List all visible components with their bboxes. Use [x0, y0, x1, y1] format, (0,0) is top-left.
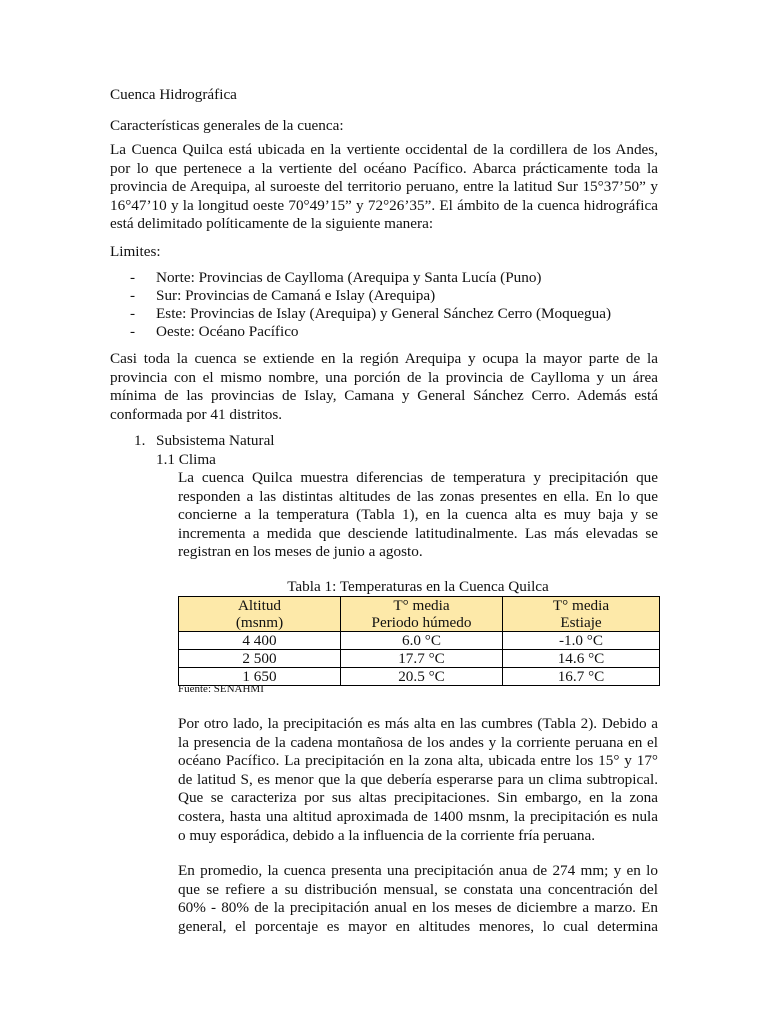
text-line: mínima de las provincias de Islay, Camana y General Sánchez Cerro. Además está: [110, 387, 658, 405]
dash-bullet: -: [130, 305, 136, 322]
text-line: por lo que pertenece a la vertiente del océano Pacífico. Abarca prácticamente toda la: [110, 159, 658, 177]
section-title: Subsistema Natural: [156, 432, 275, 449]
table-cell: -1.0 °C: [503, 632, 660, 650]
table-source: Fuente: SENAHMI: [178, 683, 264, 695]
text-line: provincia de Arequipa, al suroeste del territorio peruano, entre la latitud Sur 15°37’50” y: [110, 178, 658, 196]
extent-paragraph: [110, 350, 658, 424]
text-line: 60% - 80% de la precipitación anual en los meses de diciembre a marzo. En: [178, 899, 658, 917]
header-cell-humid-period: T° media Periodo húmedo: [341, 597, 503, 632]
precipitation-paragraph: [178, 715, 658, 845]
subsection-heading: 1.1 Clima: [156, 451, 216, 468]
text-line: incrementa a medida que desciende latitudinalmente. Las más elevadas se: [178, 524, 658, 542]
text-line: La cuenca Quilca muestra diferencias de temperatura y precipitación que: [178, 469, 658, 486]
text-line: la presencia de la cadena montañosa de los andes y la corriente peruana en el: [178, 733, 658, 751]
section-subheading: Características generales de la cuenca:: [110, 117, 344, 134]
section-heading: [134, 432, 275, 451]
text-line: Que se caracteriza por sus altas precipitaciones. Sin embargo, en la zona: [178, 789, 658, 807]
header-cell-altitude: Altitud (msnm): [179, 597, 341, 632]
dash-bullet: -: [130, 287, 136, 304]
table-cell: 16.7 °C: [503, 668, 660, 686]
text-line: Casi toda la cuenca se extiende en la región Arequipa y ocupa la mayor parte de la: [110, 350, 658, 367]
table-cell: 2 500: [179, 650, 341, 668]
text-line: de latitud S, es menor que la que debería esperarse para un clima subtropical.: [178, 770, 658, 788]
temperature-table: [178, 596, 660, 686]
table-cell: 4 400: [179, 632, 341, 650]
clima-paragraph: [178, 469, 658, 562]
table-cell: 6.0 °C: [341, 632, 503, 650]
text-line: Por otro lado, la precipitación es más alta en las cumbres (Tabla 2). Debido a: [178, 715, 658, 732]
limits-label: Limites:: [110, 243, 161, 260]
text-line: o muy esporádica, debido a la influencia de la corriente fría peruana.: [178, 826, 596, 844]
text-line: registran en los meses de junio a agosto.: [178, 543, 423, 561]
average-paragraph: [178, 862, 658, 936]
table-row: [179, 650, 660, 668]
intro-paragraph: [110, 141, 658, 234]
table-cell: 1 650: [179, 668, 341, 686]
document-heading: Cuenca Hidrográfica: [110, 86, 237, 103]
section-number: 1.: [134, 432, 146, 449]
table-cell: 20.5 °C: [341, 668, 503, 686]
text-line: que se refiere a su distribución mensual, se constata una concentración del: [178, 880, 658, 898]
list-item: - Este: Provincias de Islay (Arequipa) y General Sánchez Cerro (Moquegua): [130, 305, 612, 322]
header-cell-dry-season: T° media Estiaje: [503, 597, 660, 632]
text-line: general, el porcentaje es mayor en altitudes menores, lo cual determina: [178, 917, 658, 935]
list-item: - Norte: Provincias de Caylloma (Arequipa y Santa Lucía (Puno): [130, 269, 542, 286]
table-cell: 14.6 °C: [503, 650, 660, 668]
table-header-row: [179, 597, 660, 632]
text-line: costera, hasta una altitud aproximada de 1400 msnm, la precipitación es nula: [178, 807, 658, 825]
text-line: conformada por 41 distritos.: [110, 405, 283, 423]
limits-list: [130, 269, 611, 341]
text-line: La Cuenca Quilca está ubicada en la vertiente occidental de la cordillera de los Andes,: [110, 141, 658, 158]
table-row: [179, 632, 660, 650]
text-line: está delimitado políticamente de la siguiente manera:: [110, 215, 434, 233]
table-caption: Tabla 1: Temperaturas en la Cuenca Quilca: [287, 578, 549, 595]
list-item: - Sur: Provincias de Camaná e Islay (Arequipa): [130, 287, 436, 304]
text-line: concierne a la temperatura (Tabla 1), en la cuenca alta es muy baja y se: [178, 506, 658, 524]
dash-bullet: -: [130, 269, 136, 286]
dash-bullet: -: [130, 323, 136, 340]
table-cell: 17.7 °C: [341, 650, 503, 668]
text-line: En promedio, la cuenca presenta una precipitación anua de 274 mm; y en lo: [178, 862, 658, 879]
text-line: océano Pacífico. La precipitación en la zona alta, ubicada entre los 15° y 17°: [178, 752, 658, 770]
text-line: provincia con el mismo nombre, una porción de la provincia de Caylloma y un área: [110, 368, 658, 386]
list-item: - Oeste: Océano Pacífico: [130, 323, 299, 340]
text-line: responden a las distintas altitudes de las zonas presentes en ella. En lo que: [178, 487, 658, 505]
text-line: 16°47’10 y la longitud oeste 70°49’15” y 72°26’35”. El ámbito de la cuenca hidrográfica: [110, 196, 658, 214]
